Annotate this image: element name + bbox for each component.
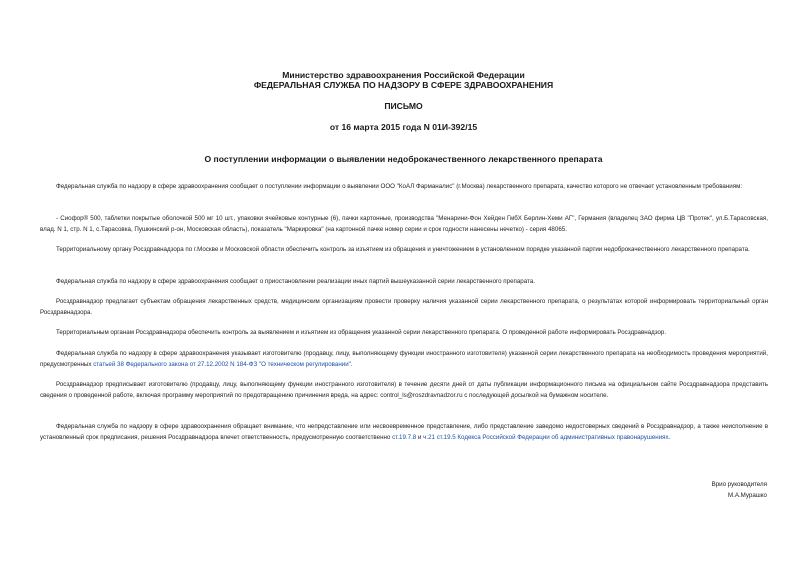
law-184-fz-link[interactable]: статьей 38 Федерального закона от 27.12.2002 N 184-ФЗ "О техническом регулировании" [93,361,351,368]
paragraph-7-text: Федеральная служба по надзору в сфере здравоохранения указывает изготовителю (продавцу, лицу, выполняющему функции иностранного изготовителя) указанной серии лекарственного препарата на необходимость проведения мероприятий, предусмотренных [40,350,768,368]
ministry-title: Министерство здравоохранения Российской Федерации [282,70,525,80]
paragraph-5 [40,296,768,318]
document-subject: О поступлении информации о выявлении недоброкачественного лекарственного препарата [204,154,603,164]
paragraph-8 [40,379,768,401]
signature-name: М.А.Мурашко [727,492,767,499]
paragraph-7-end: . [350,361,353,368]
paragraph-3-text: Территориальному органу Росздравнадзора по г.Москве и Московской области обеспечить контроль за изъятием из обращения и уничтожением в установленном порядке указанной партии недоброкачественного лекарственного препарата. [56,246,750,253]
paragraph-9-conjunction: и [416,434,424,441]
koap-article-19-5-link[interactable]: ч.21 ст.19.5 Кодекса Российской Федерации об административных правонарушениях [423,434,669,441]
paragraph-7 [40,348,768,370]
paragraph-9-text: Федеральная служба по надзору в сфере здравоохранения обращает внимание, что непредставление или несвоевременное представление, либо представление заведомо недостоверных сведений в Росздравнадзор, а также неисполнение в установленный срок предписания, решения Росздравнадзора влечет ответственность, предусмотренную соответственно [40,423,768,441]
paragraph-6-text: Территориальным органам Росздравнадзора обеспечить контроль за выявлением и изъятием из обращения указанной серии лекарственного препарата. О проведенной работе информировать Росздравнадзор. [56,329,667,336]
paragraph-2-text: - Сиофор® 500, таблетки покрытые оболочкой 500 мг 10 шт., упаковки ячейковые контурные (6), пачки картонные, производства "Менарини-Фон Хейден ГмбХ Берлин-Хеми АГ", Германия (владелец ЗАО фирма ЦВ "Протек", ул.Б.Тарасовская, влад. N 1, стр. N 1, с.Тарасовка, Пушкинский р-он, Московская область), показатель "Маркировка" (на картонной пачке номер серии и срок годности нанесены нечетко) - серия 48065. [40,215,768,233]
paragraph-9-end: . [668,434,671,441]
paragraph-3 [40,244,768,255]
paragraph-4-text: Федеральная служба по надзору в сфере здравоохранения сообщает о приостановлении реализации иных партий вышеуказанной серии лекарственного препарата. [56,278,535,285]
paragraph-8-text: Росздравнадзор предписывает изготовителю (продавцу, лицу, выполняющему функции иностранного изготовителя) в течение десяти дней от даты публикации информационного письма на официальном сайте Росздравнадзора представить сведения о проведенной работе, включая программу мероприятий по предотвращению причинения вреда, на адрес: control_ls@roszdravnadzor.ru с последующей досылкой на бумажном носителе. [40,381,768,399]
paragraph-1 [40,181,768,192]
article-19-7-8-link[interactable]: ст.19.7.8 [392,434,417,441]
paragraph-5-text: Росздравнадзор предлагает субъектам обращения лекарственных средств, медицинским организациям провести проверку наличия указанной серии лекарственного препарата, о результатах которой информировать территориальный орган Росздравнадзора. [40,298,768,316]
service-title: ФЕДЕРАЛЬНАЯ СЛУЖБА ПО НАДЗОРУ В СФЕРЕ ЗДРАВООХРАНЕНИЯ [253,80,554,90]
signature-title: Врио руководителя [711,481,767,488]
document-date-number: от 16 марта 2015 года N 01И-392/15 [329,122,478,132]
paragraph-2 [40,213,768,235]
document-type: ПИСЬМО [384,101,423,111]
paragraph-9 [40,421,768,443]
paragraph-6 [40,327,768,338]
paragraph-1-text: Федеральная служба по надзору в сфере здравоохранения сообщает о поступлении информации о выявлении ООО "КоАЛ Фарманалис" (г.Москва) лекарственного препарата, качество которого не отвечает установленным требованиям: [56,183,743,190]
paragraph-4 [40,276,768,287]
